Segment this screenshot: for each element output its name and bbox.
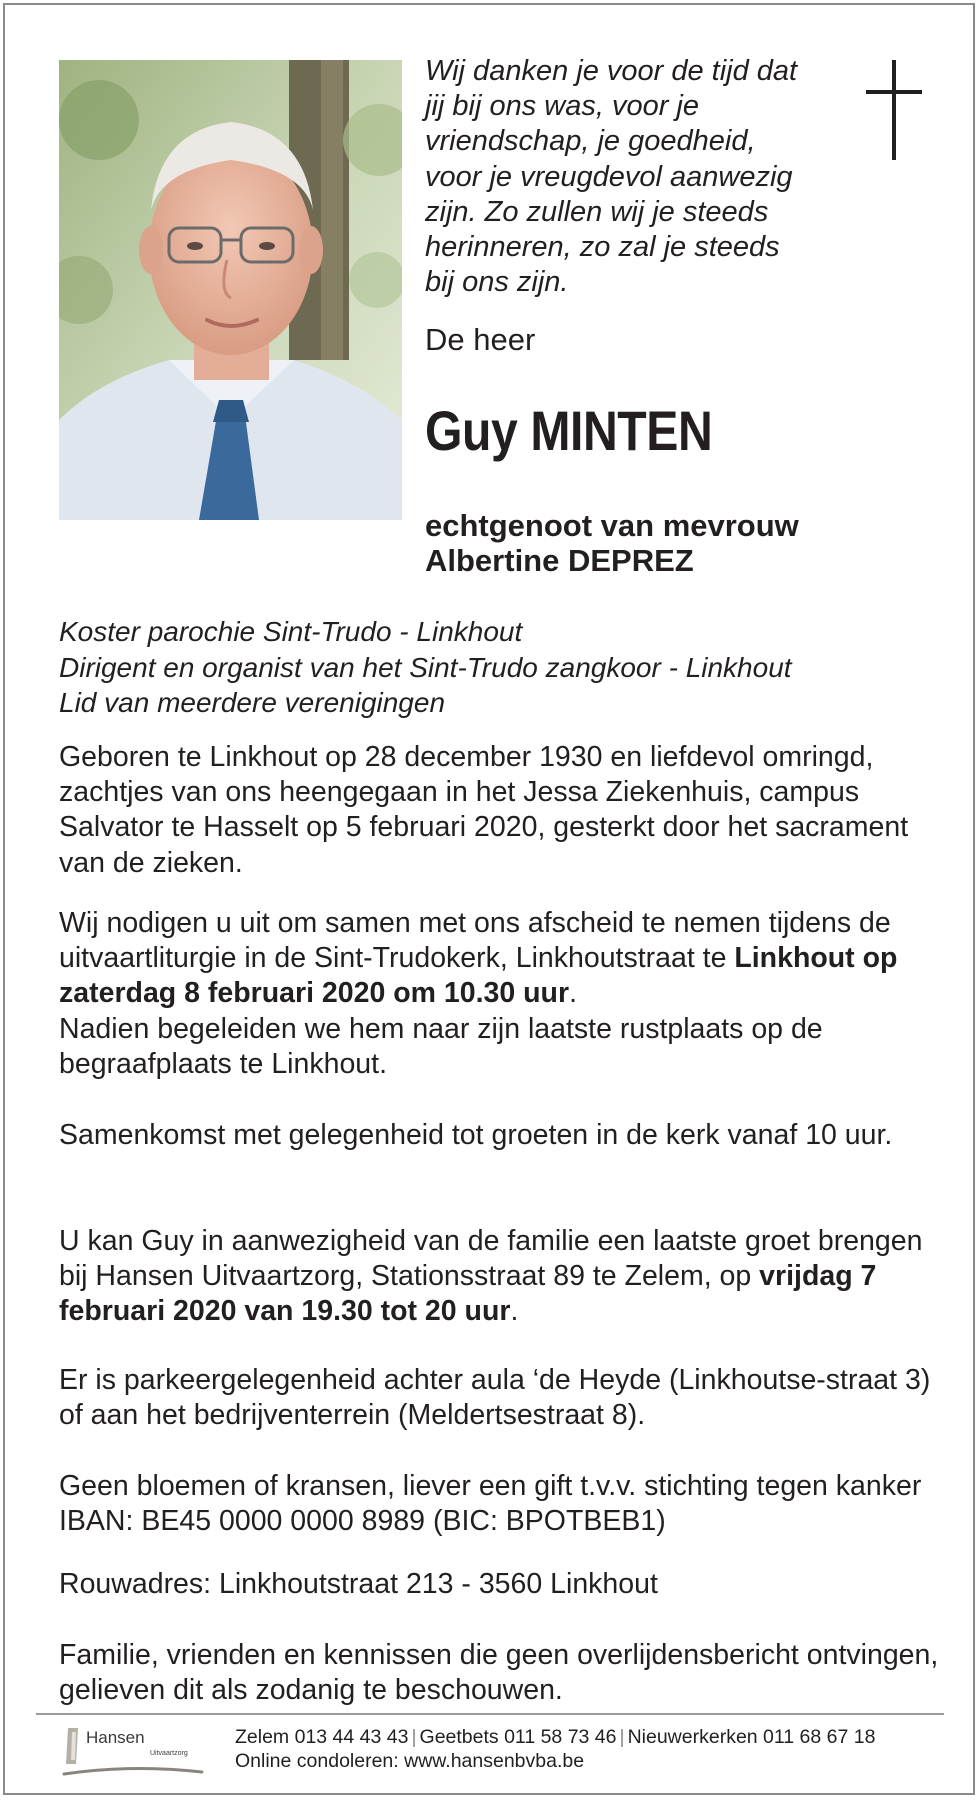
role-item: Koster parochie Sint-Trudo - Linkhout (59, 616, 523, 647)
logo-name: Hansen (86, 1728, 145, 1747)
online-condolence-link[interactable]: Online condoleren: www.hansenbvba.be (235, 1750, 585, 1772)
footer-divider (36, 1713, 944, 1715)
flowers-paragraph: Geen bloemen of kransen, liever een gift t.v.v. stichting tegen kanker IBAN: BE45 0000 0000 8989 (BIC: BPOTBEB1) (59, 1470, 922, 1538)
roles-list (59, 614, 939, 721)
visit-end: . (510, 1295, 519, 1328)
role-item: Lid van meerdere verenigingen (59, 687, 446, 718)
phone-nieuwerkerken: Nieuwerkerken 011 68 67 18 (627, 1726, 876, 1748)
funeral-intro: Wij nodigen u uit om samen met ons afscheid te nemen tijdens de uitvaartliturgie in de Sint-Trudokerk, Linkhoutstraat te (59, 907, 891, 975)
parking-paragraph: Er is parkeergelegenheid achter aula ‘de Heyde (Linkhoutse-straat 3) of aan het bedrijventerrein (Meldertsestraat 8). (59, 1364, 931, 1432)
funeral-end: . (569, 977, 577, 1010)
funeral-paragraph (59, 906, 939, 1082)
funeral-date: Linkhout op zaterdag 8 februari 2020 om 10.30 uur (59, 942, 898, 1010)
phone-geetbets: Geetbets 011 58 73 46 (419, 1726, 617, 1748)
closing-paragraph: Familie, vrienden en kennissen die geen overlijdensbericht ontvingen, gelieven dit als zodanig te beschouwen. (59, 1639, 939, 1707)
burial-text: Nadien begeleiden we hem naar zijn laatste rustplaats op de begraafplaats te Linkhout. (59, 1012, 823, 1080)
phone-zelem: Zelem 013 44 43 43 (235, 1726, 409, 1748)
separator: | (411, 1726, 417, 1748)
birth-paragraph: Geboren te Linkhout op 28 december 1930 en liefdevol omringd, zachtjes van ons heengegaan in het Jessa Ziekenhuis, campus Salvator te Hasselt op 5 februari 2020, gesterkt door het sacrament van de zieken. (59, 741, 909, 879)
memorial-quote: Wij danken je voor de tijd dat jij bij ons was, voor je vriendschap, je goedheid, voor je vreugdevol aanwezig zijn. Zo zullen wij je steeds herinneren, zo zal je steeds bij ons zijn. (425, 55, 798, 299)
footer-phones (235, 1725, 875, 1749)
separator: | (619, 1726, 625, 1748)
honorific: De heer (425, 322, 536, 357)
spouse-line: echtgenoot van mevrouw Albertine DEPREZ (425, 508, 799, 578)
visit-intro: U kan Guy in aanwezigheid van de familie een laatste groet brengen bij Hansen Uitvaartzorg, Stationsstraat 89 te Zelem, op (59, 1225, 923, 1293)
footer-contacts (235, 1725, 875, 1773)
role-item: Dirigent en organist van het Sint-Trudo zangkoor - Linkhout (59, 651, 792, 683)
gathering-paragraph: Samenkomst met gelegenheid tot groeten in de kerk vanaf 10 uur. (59, 1119, 893, 1151)
visit-date: vrijdag 7 februari 2020 van 19.30 tot 20 uur (59, 1260, 877, 1328)
cross-icon (866, 60, 922, 160)
visitation-paragraph (59, 1224, 939, 1330)
address-paragraph: Rouwadres: Linkhoutstraat 213 - 3560 Linkhout (59, 1568, 658, 1600)
deceased-name: Guy MINTEN (425, 399, 713, 462)
portrait-photo (59, 60, 402, 520)
logo-subtitle: Uitvaartzorg (150, 1750, 188, 1757)
